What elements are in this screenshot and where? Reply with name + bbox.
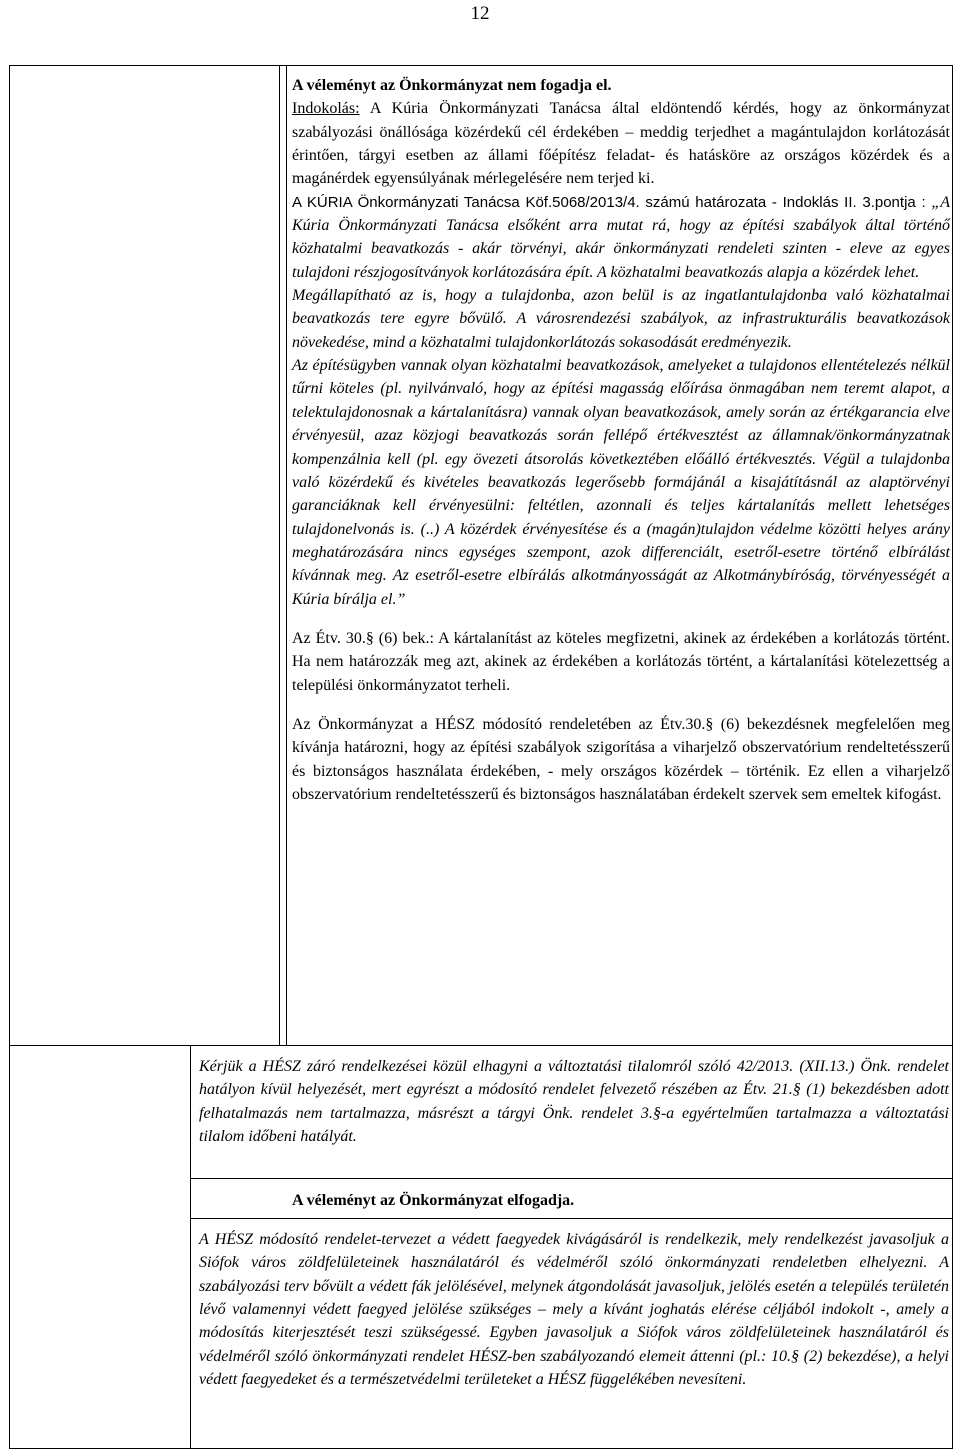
page-number: 12 [470,3,490,24]
kuria-quote-part-2: Megállapítható az is, hogy a tulajdonba, azon belül is az ingatlantulajdonba való közhatalmai beavatkozás tere egyre bővülő. A városrendezési szabályok, az infrastrukturális beavatkozások növekedése, mind a közhatalmi tulajdonkorlátozás sokasodását eredményezik. [292,287,950,351]
justification-text: A Kúria Önkormányzati Tanácsa által eldöntendő kérdés, hogy az önkormányzat szabályozási önállósága közérdekű cél érdekében – meddig terjedhet a magántulajdon korlátozását érintően, tárgyi esetben az állami főépítész feladat- és hatásköre az országos közérdek és a magánérdek egyensúlyának mérlegelésére nem terjed ki. [292,100,950,188]
column-divider-lower [190,1045,191,1449]
opinion-accepted-heading: A véleményt az Önkormányzat elfogadja. [292,1192,575,1209]
row-separator-3 [190,1218,953,1219]
etv-paragraph: Az Étv. 30.§ (6) bek.: A kártalanítást az köteles megfizetni, akinek az érdekében a korlátozás történt. Ha nem határozzák meg azt, akinek az érdekében a korlátozás történt, a kártalanítási kötelezettség a települési önkormányzatot terheli. [292,629,950,694]
kuria-quote-part-1: „A Kúria Önkormányzati Tanácsa elsőként arra mutat rá, hogy az építési szabályok által történő közhatalmi beavatkozás - akár törvényi, akár önkormányzati rendeleti szinten - eleve az egyes tulajdoni részjogosítványok korlátozására épít. A közhatalmi beavatkozás alapja a közérdek lehet. [292,193,950,281]
kuria-quote-paragraph [292,191,950,284]
municipality-response-paragraph: Az Önkormányzat a HÉSZ módosító rendeletében az Étv.30.§ (6) bekezdésnek megfelelően meg kívánja határozni, hogy az építési szabályok szigorítása a viharjelző obszervatórium rendeltetésszerű és biztonságos használata érdekében, - mely országos közérdek – történik. Ez ellen a viharjelző obszervatórium rendeltetésszerű és biztonságos használatában érdekelt szervek sem emeltek kifogást. [292,715,950,803]
request-paragraph: Kérjük a HÉSZ záró rendelkezései közül elhagyni a változtatási tilalomról szóló 42/2013. (XII.13.) Önk. rendelet hatályon kívül helyezését, mert egyrészt a módosító rendelet felvezető részében az Étv. 21.§ (1) bekezdésben adott felhatalmazás nem tartalmazza, másrészt a tárgyi Önk. rendelet 3.§-a egyértelműen tartalmazza a változtatási tilalom időbeni hatályát. [199,1058,949,1146]
kuria-quote-part-3: Az építésügyben vannak olyan közhatalmi beavatkozások, amelyeket a tulajdonos ellentételezés nélkül tűrni köteles (pl. nyilvánvaló, hogy az építési magasság előírása önmagában nem teremt alapot, a telektulajdonosnak a kártalanításra) vannak olyan beavatkozások, amely során az értékgarancia elve érvényesül, azaz közjogi beavatkozás során fellépő értékvesztést az államnak/önkormányzatnak kompenzálnia kell (pl. egy övezeti átsorolás következtében előálló értékvesztés. Végül a tulajdonba való közérdekű és kivételes beavatkozás legerősebb formájánál a kisajátításnál az alaptörvényi garanciáknak kell érvényesülni: feltétlen, azonnali és teljes kártalanítás mellett lehetséges tulajdonelvonás is. (..) A közérdek érvényesítése és a (magán)tulajdon védelme közötti helyes arány meghatározására nincs egységes szempont, azok differenciált, esetről-esetre történő elbírálást kívánnak meg. Az esetről-esetre elbírálás alkotmányosságát az Alkotmánybíróság, törvényességét a Kúria bírálja el.” [292,357,950,608]
column-divider-left [279,65,280,1045]
opinion-rejected-heading: A véleményt az Önkormányzat nem fogadja el. [292,77,612,94]
justification-paragraph [292,97,950,190]
row-separator-2 [190,1178,953,1179]
kuria-decision-reference: A KÚRIA Önkormányzati Tanácsa Köf.5068/2013/4. számú határozata - Indoklás II. 3.pontja : [292,193,932,211]
column-divider-right [286,65,287,1045]
opinion-rejected-cell [292,74,950,806]
justification-label: Indokolás: [292,100,360,118]
row-separator-1 [9,1045,953,1046]
protected-trees-paragraph: A HÉSZ módosító rendelet-tervezet a védett faegyedek kivágásáról is rendelkezik, mely rendelkezést javasoljuk a Siófok város zöldfelületeinek használatáról és védelméről szóló önkormányzati rendeletben elhelyezni. A szabályozási terv bővült a védett fák jelölésével, melynek átgondolását javasoljuk, jelölés esetén a település területén lévő valamennyi védett faegyed jelölése szükséges – mely a kívánt joghatás elérése céljából indokolt -, amely a módosítás kiterjesztését teszi szükségessé. Egyben javasoljuk a Siófok város zöldfelületeinek használatáról és védelméről szóló önkormányzati rendelet HÉSZ-ben szabályozandó elemeit áttenni (pl.: 10.§ (2) bekezdése), a helyi védett faegyedeket és a természetvédelmi területeket a HÉSZ függelékében nevesíteni. [199,1231,949,1389]
